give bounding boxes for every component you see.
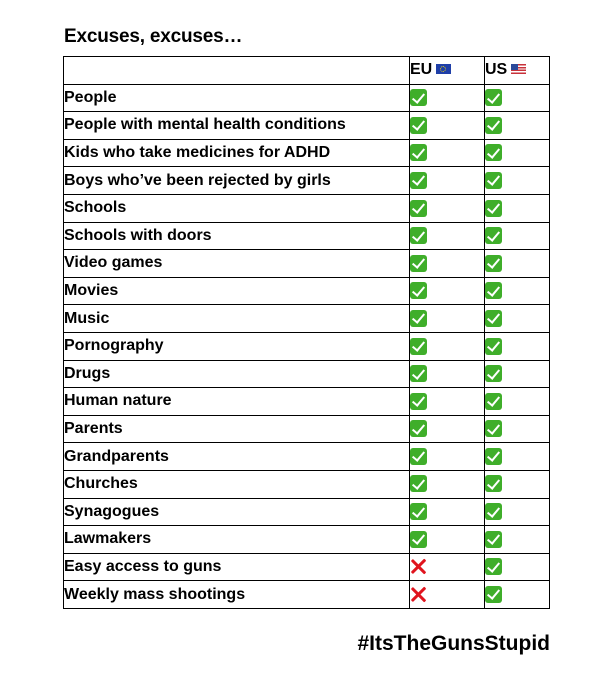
check-mark-icon [410, 117, 427, 134]
us-cell [485, 250, 550, 278]
row-label: Parents [64, 415, 410, 443]
check-mark-icon [410, 172, 427, 189]
check-mark-icon [410, 338, 427, 355]
row-label: People [64, 84, 410, 112]
us-cell [485, 415, 550, 443]
check-mark-icon [485, 365, 502, 382]
header-empty-cell [64, 57, 410, 85]
row-label: Easy access to guns [64, 553, 410, 581]
row-label: Pornography [64, 332, 410, 360]
us-cell [485, 222, 550, 250]
table-row [64, 277, 550, 305]
table-row [64, 194, 550, 222]
check-mark-icon [485, 310, 502, 327]
page-title: Excuses, excuses… [64, 26, 243, 47]
check-mark-icon [485, 172, 502, 189]
table-row [64, 470, 550, 498]
excuses-table [63, 56, 550, 609]
eu-cell [410, 167, 485, 195]
check-mark-icon [485, 420, 502, 437]
row-label: Synagogues [64, 498, 410, 526]
eu-cell [410, 332, 485, 360]
check-mark-icon [485, 586, 502, 603]
check-mark-icon [410, 89, 427, 106]
eu-flag-icon [436, 64, 451, 74]
row-label: Drugs [64, 360, 410, 388]
us-cell [485, 112, 550, 140]
row-label: Video games [64, 250, 410, 278]
us-cell [485, 167, 550, 195]
us-cell [485, 139, 550, 167]
eu-cell [410, 581, 485, 609]
us-cell [485, 388, 550, 416]
check-mark-icon [485, 200, 502, 217]
eu-cell [410, 277, 485, 305]
eu-cell [410, 553, 485, 581]
us-cell [485, 305, 550, 333]
row-label: Music [64, 305, 410, 333]
check-mark-icon [485, 282, 502, 299]
table-row [64, 139, 550, 167]
check-mark-icon [485, 448, 502, 465]
eu-cell [410, 112, 485, 140]
eu-cell [410, 415, 485, 443]
us-cell [485, 498, 550, 526]
row-label: Movies [64, 277, 410, 305]
eu-cell [410, 526, 485, 554]
check-mark-icon [410, 475, 427, 492]
check-mark-icon [410, 393, 427, 410]
check-mark-icon [410, 200, 427, 217]
us-cell [485, 194, 550, 222]
eu-cell [410, 498, 485, 526]
check-mark-icon [410, 144, 427, 161]
check-mark-icon [410, 365, 427, 382]
us-cell [485, 553, 550, 581]
column-header-label: US [485, 61, 508, 79]
column-header-eu [410, 57, 485, 85]
table-row [64, 360, 550, 388]
us-cell [485, 443, 550, 471]
check-mark-icon [485, 227, 502, 244]
eu-cell [410, 84, 485, 112]
check-mark-icon [410, 227, 427, 244]
row-label: Churches [64, 470, 410, 498]
table-row [64, 332, 550, 360]
table-row [64, 526, 550, 554]
check-mark-icon [485, 117, 502, 134]
row-label: Schools [64, 194, 410, 222]
check-mark-icon [485, 393, 502, 410]
table-row [64, 222, 550, 250]
cross-mark-icon [410, 586, 427, 603]
hashtag: #ItsTheGunsStupid [357, 632, 550, 655]
row-label: Weekly mass shootings [64, 581, 410, 609]
table-row [64, 112, 550, 140]
check-mark-icon [485, 144, 502, 161]
table-header-row [64, 57, 550, 85]
check-mark-icon [485, 89, 502, 106]
eu-cell [410, 305, 485, 333]
table-row [64, 443, 550, 471]
row-label: Boys who’ve been rejected by girls [64, 167, 410, 195]
table-row [64, 305, 550, 333]
check-mark-icon [485, 558, 502, 575]
us-cell [485, 277, 550, 305]
check-mark-icon [410, 255, 427, 272]
us-cell [485, 332, 550, 360]
check-mark-icon [485, 338, 502, 355]
row-label: People with mental health conditions [64, 112, 410, 140]
us-cell [485, 470, 550, 498]
check-mark-icon [485, 255, 502, 272]
row-label: Schools with doors [64, 222, 410, 250]
check-mark-icon [410, 503, 427, 520]
row-label: Kids who take medicines for ADHD [64, 139, 410, 167]
table-row [64, 388, 550, 416]
row-label: Grandparents [64, 443, 410, 471]
table-row [64, 581, 550, 609]
eu-cell [410, 470, 485, 498]
table-row [64, 415, 550, 443]
table-row [64, 553, 550, 581]
table-row [64, 84, 550, 112]
check-mark-icon [485, 475, 502, 492]
table-row [64, 498, 550, 526]
check-mark-icon [485, 531, 502, 548]
check-mark-icon [410, 420, 427, 437]
check-mark-icon [410, 310, 427, 327]
eu-cell [410, 443, 485, 471]
us-flag-icon [511, 64, 526, 74]
us-cell [485, 526, 550, 554]
check-mark-icon [485, 503, 502, 520]
eu-cell [410, 388, 485, 416]
table-row [64, 250, 550, 278]
eu-cell [410, 250, 485, 278]
cross-mark-icon [410, 558, 427, 575]
check-mark-icon [410, 282, 427, 299]
column-header-label: EU [410, 61, 433, 79]
us-cell [485, 360, 550, 388]
eu-cell [410, 194, 485, 222]
row-label: Lawmakers [64, 526, 410, 554]
check-mark-icon [410, 448, 427, 465]
table-row [64, 167, 550, 195]
row-label: Human nature [64, 388, 410, 416]
eu-cell [410, 360, 485, 388]
column-header-us [485, 57, 550, 85]
us-cell [485, 84, 550, 112]
us-cell [485, 581, 550, 609]
eu-cell [410, 139, 485, 167]
check-mark-icon [410, 531, 427, 548]
eu-cell [410, 222, 485, 250]
